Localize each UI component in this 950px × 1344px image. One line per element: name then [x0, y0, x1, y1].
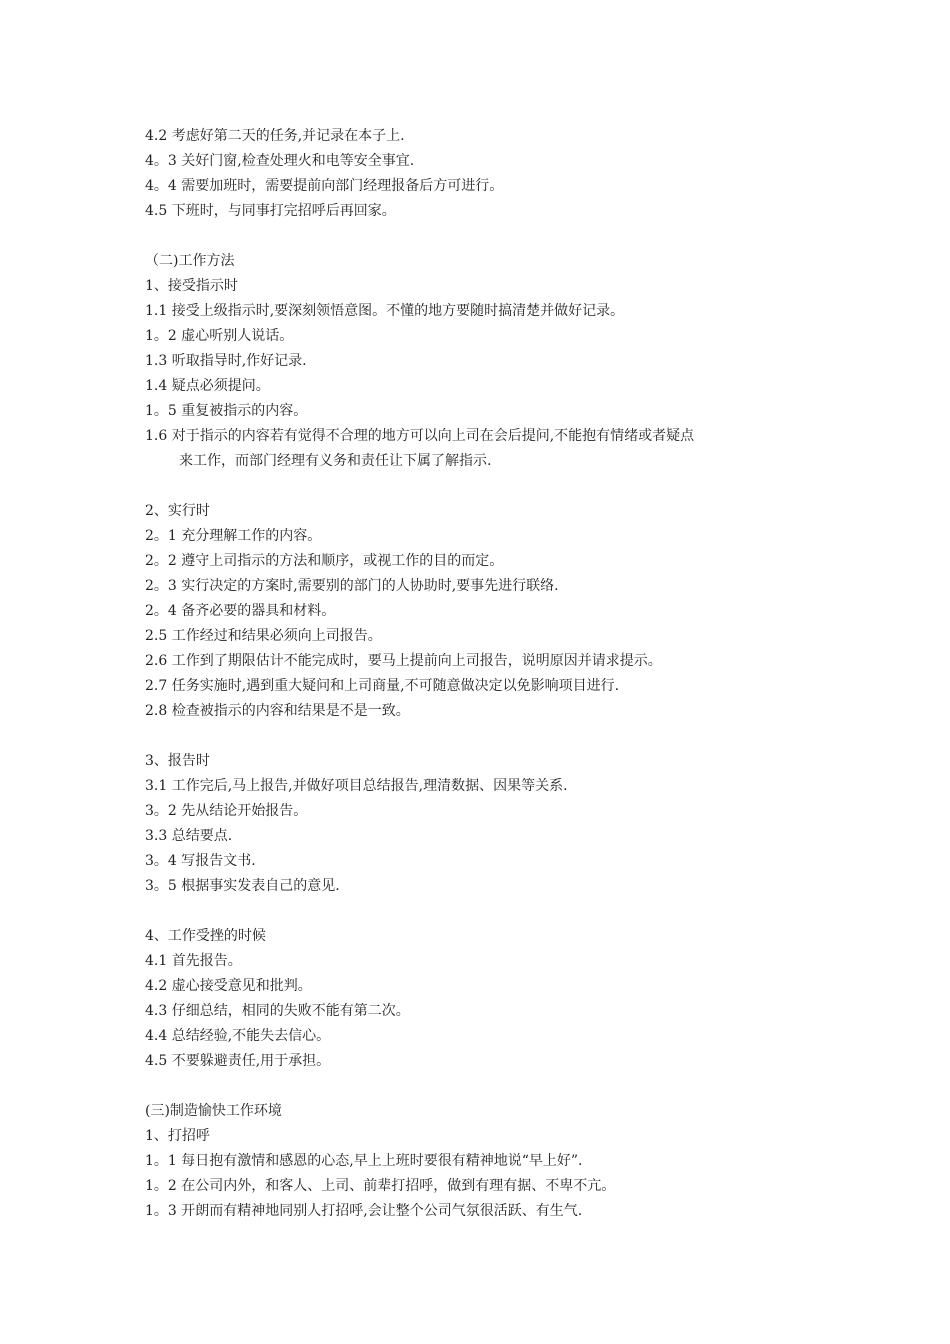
text-line	[145, 424, 825, 474]
text-line: 3.3 总结要点.	[145, 828, 233, 844]
text-line: 2.7 任务实施时,遇到重大疑问和上司商量,不可随意做决定以免影响项目进行.	[145, 678, 620, 694]
text-line: 4。4 需要加班时，需要提前向部门经理报备后方可进行。	[145, 178, 504, 194]
text-line: 1。2 在公司内外，和客人、上司、前辈打招呼，做到有理有据、不卑不亢。	[145, 1178, 616, 1194]
text-line: 1.4 疑点必须提问。	[145, 378, 270, 394]
text-line: 1。3 开朗而有精神地同别人打招呼,会让整个公司气氛很活跃、有生气.	[145, 1203, 583, 1219]
text-line: 4。3 关好门窗,检查处理火和电等安全事宜.	[145, 153, 415, 169]
text-line: 1、打招呼	[145, 1128, 210, 1144]
text-line: 2、实行时	[145, 503, 210, 519]
text-line: 4.2 考虑好第二天的任务,并记录在本子上.	[145, 128, 405, 144]
paragraph-gap	[145, 224, 825, 249]
text-line: 1.3 听取指导时,作好记录.	[145, 353, 307, 369]
text-line: 2.8 检查被指示的内容和结果是不是一致。	[145, 703, 410, 719]
text-line: 2。3 实行决定的方案时,需要别的部门的人协助时,要事先进行联络.	[145, 578, 559, 594]
text-line: 2。2 遵守上司指示的方法和顺序，或视工作的目的而定。	[145, 553, 504, 569]
text-line: 3。2 先从结论开始报告。	[145, 803, 308, 819]
text-line: 2.6 工作到了期限估计不能完成时，要马上提前向上司报告，说明原因并请求提示。	[145, 653, 662, 669]
text-line: 4.3 仔细总结，相同的失败不能有第二次。	[145, 1003, 410, 1019]
text-line: 3。4 写报告文书.	[145, 853, 256, 869]
text-line: 4.2 虚心接受意见和批判。	[145, 978, 312, 994]
text-line: 4.1 首先报告。	[145, 953, 242, 969]
text-line: 2。1 充分理解工作的内容。	[145, 528, 322, 544]
text-line: （二)工作方法	[145, 253, 235, 269]
paragraph-gap	[145, 474, 825, 499]
document-body	[145, 124, 825, 1224]
text-line: 3.1 工作完后,马上报告,并做好项目总结报告,理清数据、因果等关系.	[145, 778, 568, 794]
text-line: 4、工作受挫的时候	[145, 928, 266, 944]
text-line: (三)制造愉快工作环境	[145, 1103, 282, 1119]
text-line: 1。2 虚心听别人说话。	[145, 328, 294, 344]
paragraph-gap	[145, 899, 825, 924]
text-line: 1.1 接受上级指示时,要深刻领悟意图。不懂的地方要随时搞清楚并做好记录。	[145, 303, 625, 319]
text-line: 1、接受指示时	[145, 278, 238, 294]
text-line: 1。1 每日抱有激情和感恩的心态,早上上班时要很有精神地说“早上好”.	[145, 1153, 583, 1169]
text-line-continuation: 来工作，而部门经理有义务和责任让下属了解指示.	[179, 453, 492, 469]
text-line-start: 1.6 对于指示的内容若有觉得不合理的地方可以向上司在会后提问,不能抱有情绪或者疑点	[145, 428, 695, 444]
paragraph-gap	[145, 724, 825, 749]
text-line: 2.5 工作经过和结果必须向上司报告。	[145, 628, 382, 644]
text-line: 4.5 不要躲避责任,用于承担。	[145, 1053, 331, 1069]
text-line: 3。5 根据事实发表自己的意见.	[145, 878, 340, 894]
paragraph-gap	[145, 1074, 825, 1099]
text-line: 3、报告时	[145, 753, 210, 769]
text-line: 1。5 重复被指示的内容。	[145, 403, 308, 419]
text-line: 4.5 下班时，与同事打完招呼后再回家。	[145, 203, 396, 219]
text-line: 4.4 总结经验,不能失去信心。	[145, 1028, 331, 1044]
text-line: 2。4 备齐必要的器具和材料。	[145, 603, 336, 619]
